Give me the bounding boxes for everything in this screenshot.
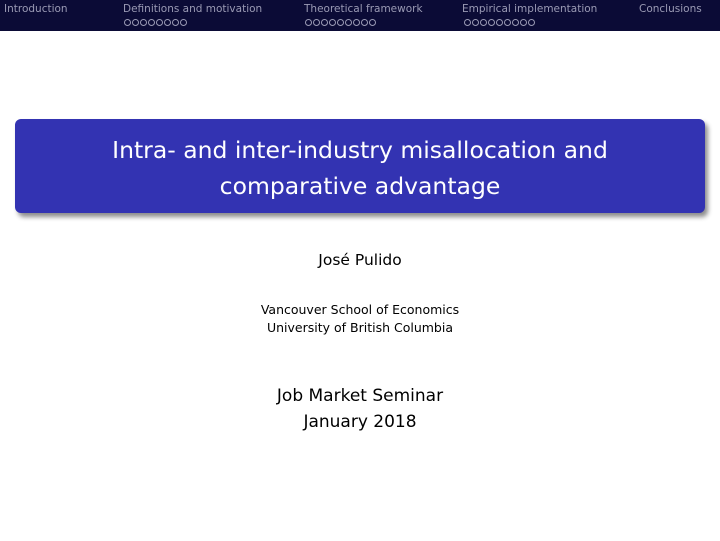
slide-dot[interactable] bbox=[472, 19, 479, 26]
slide-dot[interactable] bbox=[361, 19, 368, 26]
event-date: January 2018 bbox=[303, 412, 417, 432]
slide-dot[interactable] bbox=[480, 19, 487, 26]
nav-section-conclusions[interactable]: Conclusions bbox=[639, 3, 702, 15]
title-line-2: comparative advantage bbox=[219, 172, 501, 200]
slide-dot[interactable] bbox=[504, 19, 511, 26]
institute-line-2: University of British Columbia bbox=[266, 320, 454, 335]
slide-dot[interactable] bbox=[337, 19, 344, 26]
slide-dot[interactable] bbox=[528, 19, 535, 26]
slide-dot[interactable] bbox=[140, 19, 147, 26]
slide-dot[interactable] bbox=[512, 19, 519, 26]
slide-dot[interactable] bbox=[132, 19, 139, 26]
institute-line-1: Vancouver School of Economics bbox=[260, 302, 460, 317]
nav-section-theoretical[interactable]: Theoretical framework bbox=[304, 3, 423, 15]
slide-dot[interactable] bbox=[496, 19, 503, 26]
nav-dots-empirical[interactable] bbox=[464, 19, 536, 27]
slide-dot[interactable] bbox=[313, 19, 320, 26]
slide-dot[interactable] bbox=[180, 19, 187, 26]
nav-section-introduction[interactable]: Introduction bbox=[4, 3, 68, 15]
slide-dot[interactable] bbox=[329, 19, 336, 26]
slide-dot[interactable] bbox=[520, 19, 527, 26]
slide-dot[interactable] bbox=[353, 19, 360, 26]
slide-dot[interactable] bbox=[164, 19, 171, 26]
slide-dot[interactable] bbox=[124, 19, 131, 26]
event-name: Job Market Seminar bbox=[276, 386, 444, 406]
slide-dot[interactable] bbox=[488, 19, 495, 26]
nav-dots-theoretical[interactable] bbox=[305, 19, 377, 27]
slide-dot[interactable] bbox=[345, 19, 352, 26]
title-line-1: Intra- and inter-industry misallocation and bbox=[112, 136, 608, 164]
nav-section-empirical[interactable]: Empirical implementation bbox=[462, 3, 598, 15]
slide-dot[interactable] bbox=[369, 19, 376, 26]
author-name: José Pulido bbox=[318, 251, 402, 269]
navigation-bar bbox=[0, 0, 720, 31]
slide-dot[interactable] bbox=[321, 19, 328, 26]
slide-dot[interactable] bbox=[156, 19, 163, 26]
slide-dot[interactable] bbox=[148, 19, 155, 26]
presentation-title bbox=[0, 132, 720, 204]
slide-dot[interactable] bbox=[172, 19, 179, 26]
nav-section-definitions[interactable]: Definitions and motivation bbox=[123, 3, 263, 15]
slide-dot[interactable] bbox=[464, 19, 471, 26]
nav-dots-definitions[interactable] bbox=[124, 19, 188, 27]
slide-dot[interactable] bbox=[305, 19, 312, 26]
